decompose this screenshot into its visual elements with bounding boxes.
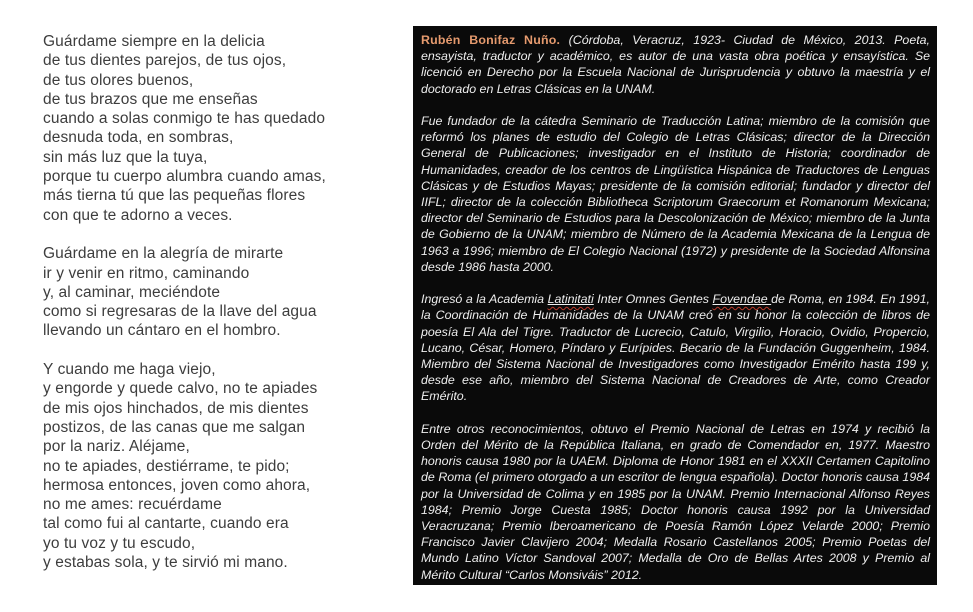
poem-line: ir y venir en ritmo, caminando xyxy=(43,264,250,282)
author-name: Rubén Bonifaz Nuño. xyxy=(421,33,561,47)
poem-stanza xyxy=(43,244,403,340)
poem-line: llevando un cántaro en el hombro. xyxy=(43,322,281,340)
spellcheck-squiggle: Fovendae xyxy=(712,292,772,307)
poem-line: no te apiades, destiérrame, te pido; xyxy=(43,457,290,475)
bio-text: de Roma, en 1984. En 1991, la Coordinación de Humanidades de la UNAM creó en su honor la colección de libros de poesía El Ala del Tigre. Traductor de Lucrecio, Catulo, Virgilio, Horacio, Ovidio, Propercio, Lucano, César, Homero, Píndaro y Eurípides. Becario de la Fundación Guggenheim, 1984. Miembro del Sistema Nacional de Investigadores como Investigador Emérito hasta 199 y, desde ese año, miembro del Sistema Nacional de Creadores de Arte, como Creador Emérito. xyxy=(421,292,930,404)
poem-line: porque tu cuerpo alumbra cuando amas, xyxy=(43,168,326,186)
poem-stanza xyxy=(43,32,403,225)
bio-paragraph xyxy=(421,421,930,583)
poem-line: yo tu voz y tu escudo, xyxy=(43,534,196,552)
poem-line: de tus dientes parejos, de tus ojos, xyxy=(43,52,287,70)
poem-line: Guárdame siempre en la delicia xyxy=(43,33,265,50)
poem-line: Y cuando me haga viejo, xyxy=(43,361,216,379)
poem-line: postizos, de las canas que me salgan xyxy=(43,418,306,436)
bio-text: Inter Omnes Gentes xyxy=(593,292,713,307)
poem-line: Guárdame en la alegría de mirarte xyxy=(43,245,284,263)
poem-line: y engorde y quede calvo, no te apiades xyxy=(43,380,318,398)
poem-line: tal como fui al cantarte, cuando era xyxy=(43,515,289,533)
poem-line: y, al caminar, meciéndote xyxy=(43,283,221,301)
poem-line: de tus brazos que me enseñas xyxy=(43,90,258,108)
bio-panel xyxy=(413,26,937,585)
poem-line: desnuda toda, en sombras, xyxy=(43,129,234,147)
bio-paragraph xyxy=(421,32,930,97)
poem xyxy=(43,32,403,572)
poem-line: más tierna tú que las pequeñas flores xyxy=(43,187,306,205)
poem-line: de mis ojos hinchados, de mis dientes xyxy=(43,399,309,417)
poem-line: con que te adorno a veces. xyxy=(43,206,233,224)
poem-line: por la nariz. Aléjame, xyxy=(43,438,190,456)
bio-paragraphs xyxy=(421,32,930,583)
bio-text: Fue fundador de la cátedra Seminario de Traducción Latina; miembro de la comisión que reformó los planes de estudio del Colegio de Letras Clásicas; director de la Dirección General de Publicaciones; investigador en el Instituto de Historia; coordinador de Humanidades, creador de los centros de Lingüística Hispánica de Traductores de Lenguas Clásicas y de Estudios Mayas; presidente de la comisión editorial; fundador y director del IIFL; director de la colección Bibliotheca Scriptorum Graecorum et Romanorum Mexicana; director del Seminario de Estudios para la Descolonización de México; miembro de la Junta de Gobierno de la UNAM; miembro de Número de la Academia Mexicana de la Lengua de 1963 a 1996; miembro de El Colegio Nacional (1972) y presidente de la Sociedad Alfonsina desde 1986 hasta 2000. xyxy=(421,114,930,274)
bio-text: Entre otros reconocimientos, obtuvo el Premio Nacional de Letras en 1974 y recibió la Orden del Mérito de la República Italiana, en grado de Comendador en, 1977. Maestro honoris causa 1980 por la UAEM. Diploma de Honor 1981 en el XXXII Certamen Capitolino de Roma (el primero otorgado a un escritor de lengua española). Doctor honoris causa 1984 por la Universidad de Colima y en 1985 por la UNAM. Premio Internacional Alfonso Reyes 1984; Premio Jorge Cuesta 1985; Doctor honoris causa 1992 por la Universidad Veracruzana; Premio Iberoamericano de Poesía Ramón López Velarde 2000; Premio Francisco Javier Clavijero 2004; Medalla Rosario Castellanos 2005; Premio Poetas del Mundo Latino Víctor Sandoval 2007; Medalla de Oro de Bellas Artes 2008 y Premio al Mérito Cultural “Carlos Monsiváis” 2012. xyxy=(421,421,930,582)
bio-paragraph xyxy=(421,291,930,404)
underlined-word xyxy=(713,292,772,306)
poem-line: sin más luz que la tuya, xyxy=(43,148,208,166)
bio-text: Ingresó a la Academia xyxy=(421,292,548,307)
bio-text: (Córdoba, Veracruz, 1923- Ciudad de México, 2013. Poeta, ensayista, traductor y académico, es autor de una vasta obra poética y ensayística. Se licenció en Derecho por la Escuela Nacional de Jurisprudencia y obtuvo la maestría y el doctorado en Letras Clásicas en la UNAM. xyxy=(421,33,930,96)
poem-line: no me ames: recuérdame xyxy=(43,496,222,514)
poem-line: cuando a solas conmigo te has quedado xyxy=(43,110,326,128)
poem-line: hermosa entonces, joven como ahora, xyxy=(43,476,311,494)
poem-line: como si regresaras de la llave del agua xyxy=(43,303,317,321)
underlined-word xyxy=(548,292,594,306)
poem-line: de tus olores buenos, xyxy=(43,71,194,89)
poem-line: y estabas sola, y te sirvió mi mano. xyxy=(43,554,288,572)
bio-paragraph xyxy=(421,113,930,275)
poem-stanza xyxy=(43,360,403,572)
spellcheck-squiggle: Latinitati xyxy=(547,292,594,307)
